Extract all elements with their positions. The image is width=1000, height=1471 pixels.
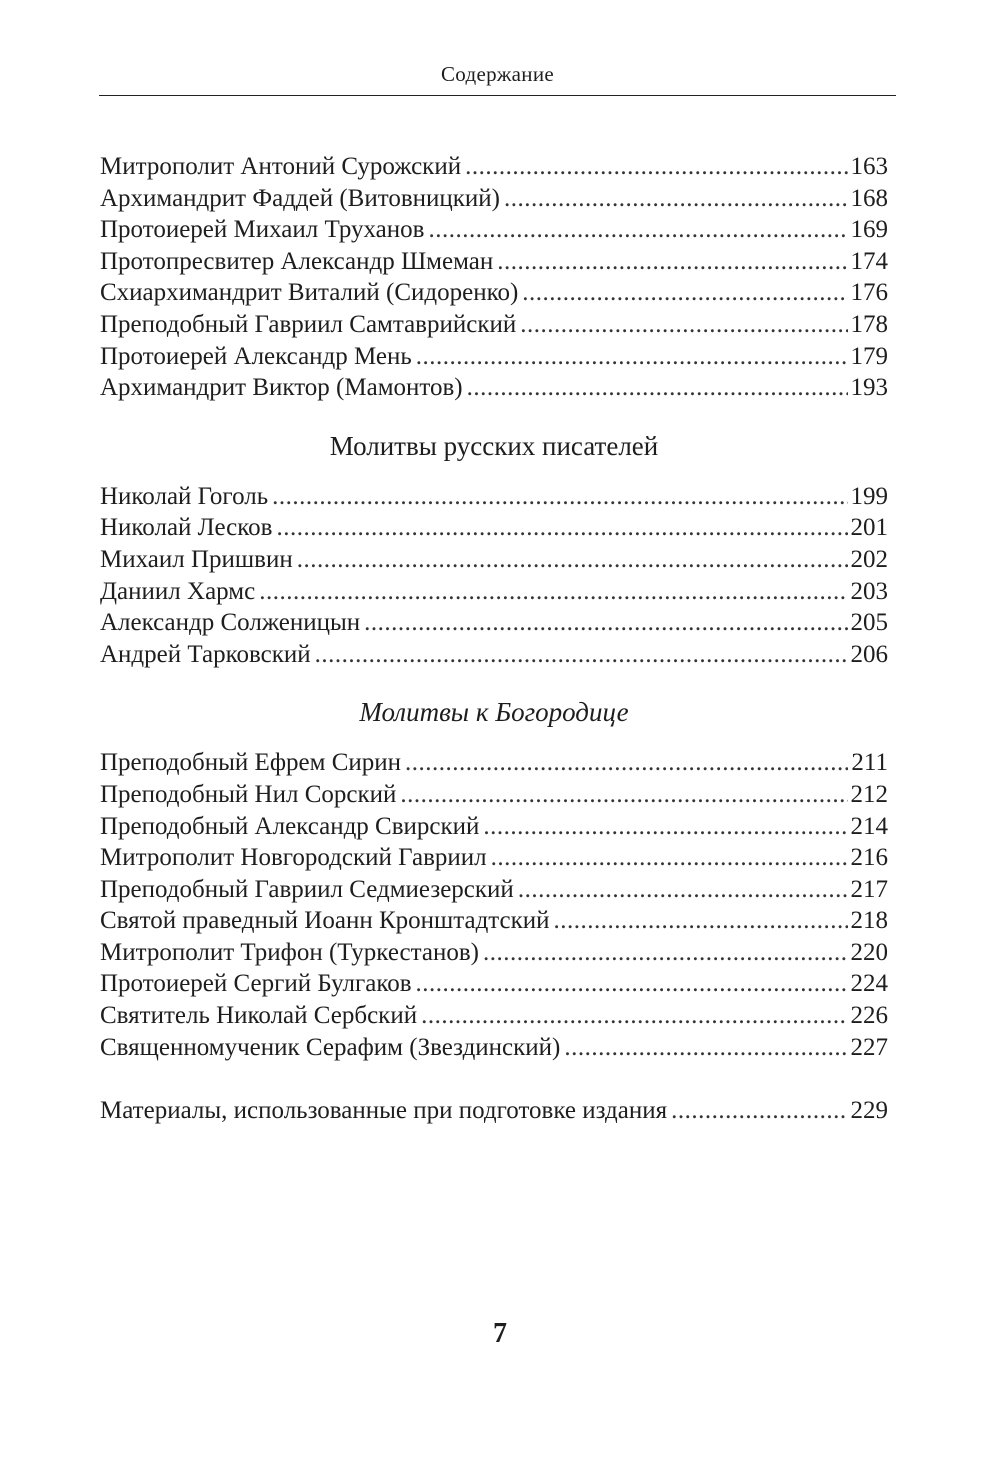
toc-entry-page: 163 (850, 153, 888, 180)
toc-entry[interactable] (100, 641, 888, 673)
toc-entry-page: 211 (851, 749, 888, 777)
toc-entry[interactable] (100, 1034, 888, 1066)
toc-entry-page: 224 (850, 970, 888, 998)
toc-entry-page: 174 (850, 247, 888, 275)
toc-entry-page: 168 (850, 184, 888, 212)
toc-entry-title: Николай Лесков (100, 514, 273, 542)
dot-leader (520, 311, 847, 339)
toc-entry[interactable] (100, 844, 888, 876)
toc-entry-title: Преподобный Нил Сорский (100, 780, 397, 808)
page-number: 7 (493, 1318, 507, 1349)
header-rule (99, 95, 896, 96)
toc-entry-title: Андрей Тарковский (100, 640, 311, 668)
toc-entry-title: Преподобный Ефрем Сирин (100, 749, 402, 777)
section-heading-writers: Молитвы русских писателей (329, 430, 659, 461)
toc-entry[interactable] (100, 813, 888, 845)
toc-entry[interactable] (100, 185, 888, 217)
toc-entry-title: Архимандрит Фаддей (Витовницкий) (100, 184, 500, 212)
toc-entry-page: 229 (850, 1097, 888, 1125)
toc-entry-title: Митрополит Новгородский Гавриил (100, 844, 487, 872)
toc-entry-page: 217 (850, 875, 888, 903)
toc-entry-page: 205 (850, 609, 888, 637)
dot-leader (554, 907, 848, 935)
dot-leader (405, 749, 848, 777)
dot-leader (483, 939, 848, 967)
toc-entry[interactable] (100, 248, 888, 280)
dot-leader (400, 781, 847, 809)
toc-entry[interactable] (100, 781, 888, 813)
toc-entry[interactable] (100, 311, 888, 343)
dot-leader (428, 216, 847, 244)
dot-leader (564, 1034, 847, 1062)
toc-entry[interactable] (100, 153, 888, 185)
toc-entry-page: 178 (850, 310, 888, 338)
dot-leader (364, 609, 847, 637)
toc-entry[interactable] (100, 939, 888, 971)
toc-entry-page: 202 (850, 545, 888, 573)
toc-entry-title: Протоиерей Александр Мень (100, 342, 412, 370)
toc-entry-title: Схиархимандрит Виталий (Сидоренко) (100, 279, 519, 307)
toc-entry[interactable] (100, 907, 888, 939)
toc-entry-materials[interactable] (100, 1097, 888, 1129)
toc-entry-page: 201 (850, 514, 888, 542)
toc-entry-page: 216 (850, 844, 888, 872)
toc-entry-title: Протоиерей Сергий Булгаков (100, 970, 412, 998)
dot-leader (518, 876, 848, 904)
dot-leader (421, 1002, 847, 1030)
toc-entry-title: Архимандрит Виктор (Мамонтов) (100, 374, 463, 402)
toc-entry-title: Михаил Пришвин (100, 545, 293, 573)
toc-entry-title: Преподобный Александр Свирский (100, 812, 480, 840)
toc-entry[interactable] (100, 578, 888, 610)
toc-entry-title: Протопресвитер Александр Шмеман (100, 247, 494, 275)
toc-entry[interactable] (100, 749, 888, 781)
toc-entry-title: Материалы, использованные при подготовке издания (100, 1097, 668, 1125)
dot-leader (272, 483, 847, 511)
dot-leader (671, 1097, 847, 1125)
dot-leader (416, 970, 848, 998)
toc-entry-page: 214 (850, 812, 888, 840)
toc-entry-page: 169 (850, 216, 888, 244)
dot-leader (259, 578, 847, 606)
dot-leader (467, 374, 848, 402)
toc-entry-page: 212 (850, 780, 888, 808)
toc-entry[interactable] (100, 216, 888, 248)
dot-leader (504, 185, 848, 213)
section-heading-theotokos: Молитвы к Богородице (359, 697, 629, 728)
toc-entry[interactable] (100, 546, 888, 578)
toc-entry[interactable] (100, 514, 888, 546)
toc-entry[interactable] (100, 876, 888, 908)
table-of-contents (100, 153, 888, 1129)
section-gap (100, 1065, 888, 1097)
toc-entry-page: 220 (850, 938, 888, 966)
dot-leader (276, 514, 847, 542)
toc-entry[interactable] (100, 970, 888, 1002)
toc-entry-title: Александр Солженицын (100, 609, 361, 637)
toc-entry-page: 226 (850, 1002, 888, 1030)
toc-entry[interactable] (100, 1002, 888, 1034)
toc-entry[interactable] (100, 609, 888, 641)
toc-entry-title: Митрополит Трифон (Туркестанов) (100, 938, 479, 966)
toc-entry-page: 176 (850, 279, 888, 307)
toc-entry-title: Преподобный Гавриил Седмиезерский (100, 875, 514, 903)
dot-leader (297, 546, 848, 574)
toc-entry[interactable] (100, 374, 888, 406)
dot-leader (522, 279, 847, 307)
toc-entry-page: 227 (850, 1033, 888, 1061)
toc-entry-page: 179 (850, 342, 888, 370)
toc-entry-page: 199 (850, 482, 888, 510)
dot-leader (483, 813, 847, 841)
toc-entry-page: 193 (850, 374, 888, 402)
toc-entry[interactable] (100, 279, 888, 311)
toc-entry-title: Священномученик Серафим (Звездинский) (100, 1033, 561, 1061)
dot-leader (491, 844, 848, 872)
toc-entry-title: Николай Гоголь (100, 482, 269, 510)
toc-entry[interactable] (100, 483, 888, 515)
toc-entry-title: Митрополит Антоний Сурожский (100, 153, 462, 180)
toc-entry-title: Святой праведный Иоанн Кронштадтский (100, 907, 550, 935)
toc-entry[interactable] (100, 343, 888, 375)
toc-entry-title: Преподобный Гавриил Самтаврийский (100, 310, 517, 338)
dot-leader (465, 153, 847, 181)
dot-leader (416, 343, 848, 371)
toc-entry-title: Даниил Хармс (100, 577, 256, 605)
toc-entry-page: 218 (850, 907, 888, 935)
dot-leader (497, 248, 847, 276)
dot-leader (315, 641, 848, 669)
toc-entry-page: 203 (850, 577, 888, 605)
toc-entry-page: 206 (850, 640, 888, 668)
toc-entry-title: Святитель Николай Сербский (100, 1002, 418, 1030)
toc-entry-title: Протоиерей Михаил Труханов (100, 216, 425, 244)
running-head-title: Содержание (440, 62, 555, 86)
